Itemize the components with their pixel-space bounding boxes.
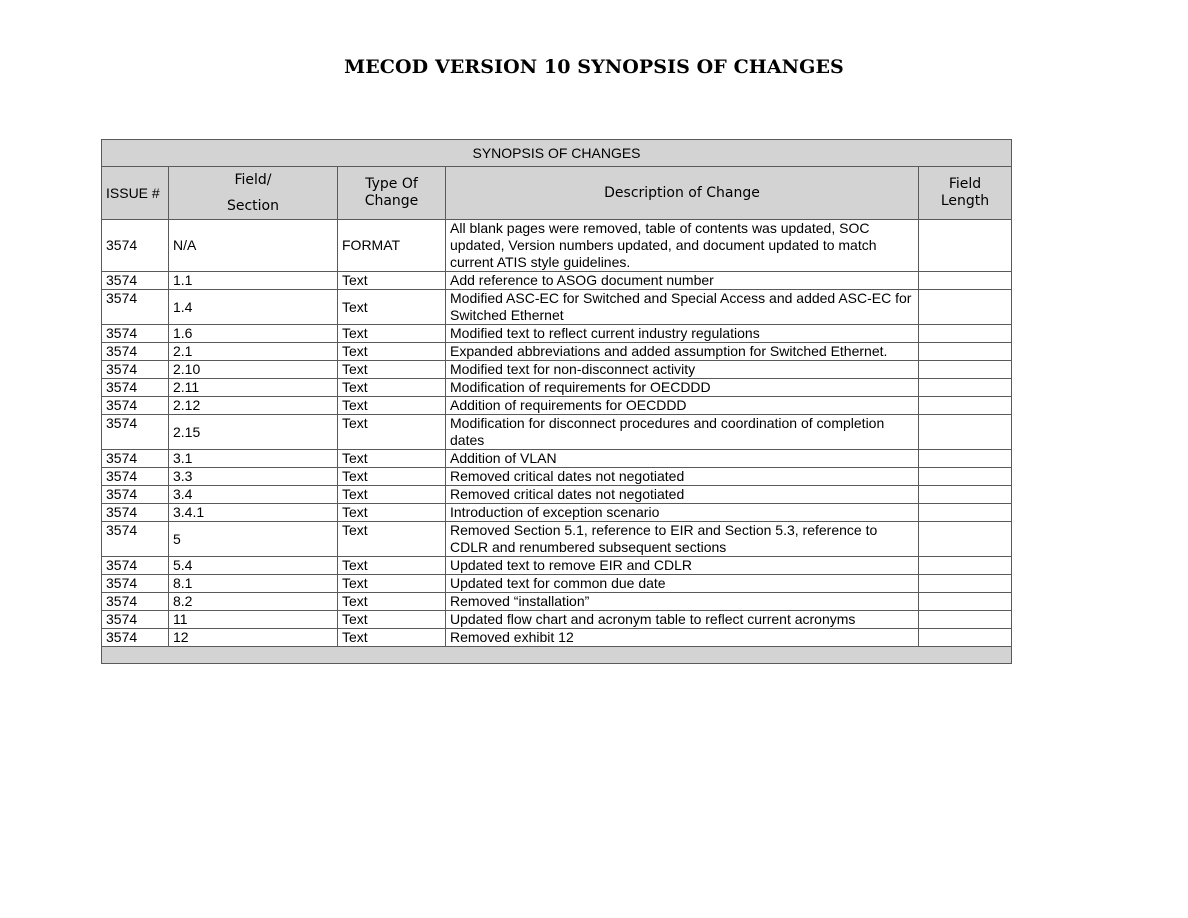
cell-type: Text	[338, 415, 446, 450]
table-row	[102, 575, 1012, 593]
cell-type: Text	[338, 343, 446, 361]
cell-description: Modified ASC-EC for Switched and Special Access and added ASC-EC for Switched Ethernet	[446, 290, 919, 325]
cell-type: Text	[338, 325, 446, 343]
cell-length	[919, 397, 1012, 415]
header-type-line1: Type Of	[365, 176, 418, 192]
cell-issue: 3574	[102, 611, 169, 629]
cell-length	[919, 557, 1012, 575]
cell-type: Text	[338, 361, 446, 379]
cell-description: Removed Section 5.1, reference to EIR and Section 5.3, reference to CDLR and renumbered subsequent sections	[446, 522, 919, 557]
cell-description: Removed “installation”	[446, 593, 919, 611]
cell-section: 8.2	[169, 593, 338, 611]
cell-issue: 3574	[102, 397, 169, 415]
cell-length	[919, 343, 1012, 361]
cell-section: 8.1	[169, 575, 338, 593]
table-row	[102, 220, 1012, 272]
cell-issue: 3574	[102, 593, 169, 611]
cell-type: Text	[338, 629, 446, 647]
cell-section: 2.11	[169, 379, 338, 397]
cell-length	[919, 325, 1012, 343]
cell-description: Removed critical dates not negotiated	[446, 486, 919, 504]
cell-description: Modified text for non-disconnect activity	[446, 361, 919, 379]
cell-length	[919, 504, 1012, 522]
cell-section: 3.1	[169, 450, 338, 468]
cell-length	[919, 272, 1012, 290]
cell-length	[919, 522, 1012, 557]
cell-type: Text	[338, 450, 446, 468]
cell-type: Text	[338, 272, 446, 290]
table-row	[102, 397, 1012, 415]
cell-issue: 3574	[102, 290, 169, 325]
table-caption-row	[102, 140, 1012, 167]
cell-description: Updated flow chart and acronym table to reflect current acronyms	[446, 611, 919, 629]
cell-issue: 3574	[102, 220, 169, 272]
cell-issue: 3574	[102, 522, 169, 557]
table-row	[102, 468, 1012, 486]
header-field-line1: Field/	[234, 172, 272, 188]
cell-length	[919, 415, 1012, 450]
cell-type: Text	[338, 379, 446, 397]
cell-description: Addition of VLAN	[446, 450, 919, 468]
cell-section: 2.15	[169, 415, 338, 450]
header-description: Description of Change	[446, 167, 919, 220]
cell-section: 3.4.1	[169, 504, 338, 522]
cell-length	[919, 611, 1012, 629]
cell-type: Text	[338, 593, 446, 611]
cell-section: 3.3	[169, 468, 338, 486]
cell-section: 2.12	[169, 397, 338, 415]
table-row	[102, 290, 1012, 325]
table-row	[102, 486, 1012, 504]
table-row	[102, 629, 1012, 647]
cell-description: Modified text to reflect current industry regulations	[446, 325, 919, 343]
table-row	[102, 379, 1012, 397]
header-issue: ISSUE #	[102, 167, 169, 220]
cell-length	[919, 629, 1012, 647]
cell-issue: 3574	[102, 361, 169, 379]
cell-issue: 3574	[102, 629, 169, 647]
table-row	[102, 522, 1012, 557]
table-header-row	[102, 167, 1012, 220]
cell-length	[919, 220, 1012, 272]
cell-section: 2.10	[169, 361, 338, 379]
cell-description: Modification for disconnect procedures and coordination of completion dates	[446, 415, 919, 450]
header-field-section	[169, 167, 338, 220]
cell-length	[919, 290, 1012, 325]
cell-description: Expanded abbreviations and added assumption for Switched Ethernet.	[446, 343, 919, 361]
cell-description: Add reference to ASOG document number	[446, 272, 919, 290]
cell-section: 3.4	[169, 486, 338, 504]
cell-issue: 3574	[102, 575, 169, 593]
cell-description: Modification of requirements for OECDDD	[446, 379, 919, 397]
cell-description: All blank pages were removed, table of contents was updated, SOC updated, Version numbers updated, and document updated to match current ATIS style guidelines.	[446, 220, 919, 272]
cell-description: Updated text to remove EIR and CDLR	[446, 557, 919, 575]
cell-type: FORMAT	[338, 220, 446, 272]
cell-type: Text	[338, 575, 446, 593]
cell-section: 11	[169, 611, 338, 629]
cell-type: Text	[338, 611, 446, 629]
table-caption: SYNOPSIS OF CHANGES	[102, 140, 1012, 167]
cell-section: 12	[169, 629, 338, 647]
page-title: MECOD VERSION 10 SYNOPSIS OF CHANGES	[344, 56, 844, 78]
cell-type: Text	[338, 557, 446, 575]
cell-type: Text	[338, 486, 446, 504]
cell-type: Text	[338, 522, 446, 557]
cell-issue: 3574	[102, 504, 169, 522]
cell-section: 1.6	[169, 325, 338, 343]
cell-description: Addition of requirements for OECDDD	[446, 397, 919, 415]
cell-type: Text	[338, 397, 446, 415]
table-row	[102, 593, 1012, 611]
cell-length	[919, 450, 1012, 468]
cell-issue: 3574	[102, 272, 169, 290]
table-body	[102, 220, 1012, 647]
table-row	[102, 361, 1012, 379]
cell-section: N/A	[169, 220, 338, 272]
cell-issue: 3574	[102, 486, 169, 504]
cell-length	[919, 575, 1012, 593]
table-row	[102, 415, 1012, 450]
cell-type: Text	[338, 468, 446, 486]
cell-description: Removed critical dates not negotiated	[446, 468, 919, 486]
cell-length	[919, 361, 1012, 379]
cell-length	[919, 486, 1012, 504]
table-row	[102, 325, 1012, 343]
cell-issue: 3574	[102, 415, 169, 450]
cell-description: Removed exhibit 12	[446, 629, 919, 647]
cell-issue: 3574	[102, 557, 169, 575]
table-row	[102, 343, 1012, 361]
table-row	[102, 557, 1012, 575]
cell-issue: 3574	[102, 343, 169, 361]
table-row	[102, 450, 1012, 468]
header-length-line2: Length	[940, 193, 990, 209]
cell-length	[919, 593, 1012, 611]
table-row	[102, 611, 1012, 629]
table-footer-row	[102, 647, 1012, 664]
cell-length	[919, 379, 1012, 397]
table-row	[102, 272, 1012, 290]
header-type-of-change	[338, 167, 446, 220]
cell-section: 2.1	[169, 343, 338, 361]
cell-type: Text	[338, 290, 446, 325]
cell-description: Introduction of exception scenario	[446, 504, 919, 522]
cell-type: Text	[338, 504, 446, 522]
cell-issue: 3574	[102, 450, 169, 468]
cell-section: 5.4	[169, 557, 338, 575]
cell-section: 5	[169, 522, 338, 557]
header-field-line2: Section	[226, 198, 279, 214]
header-field-length	[919, 167, 1012, 220]
cell-length	[919, 468, 1012, 486]
cell-section: 1.1	[169, 272, 338, 290]
header-length-line1: Field	[948, 176, 982, 192]
cell-description: Updated text for common due date	[446, 575, 919, 593]
cell-section: 1.4	[169, 290, 338, 325]
cell-issue: 3574	[102, 468, 169, 486]
table-row	[102, 504, 1012, 522]
cell-issue: 3574	[102, 325, 169, 343]
cell-issue: 3574	[102, 379, 169, 397]
table-footer	[102, 647, 1012, 664]
header-type-line2: Change	[364, 193, 419, 209]
synopsis-table	[101, 139, 1012, 664]
